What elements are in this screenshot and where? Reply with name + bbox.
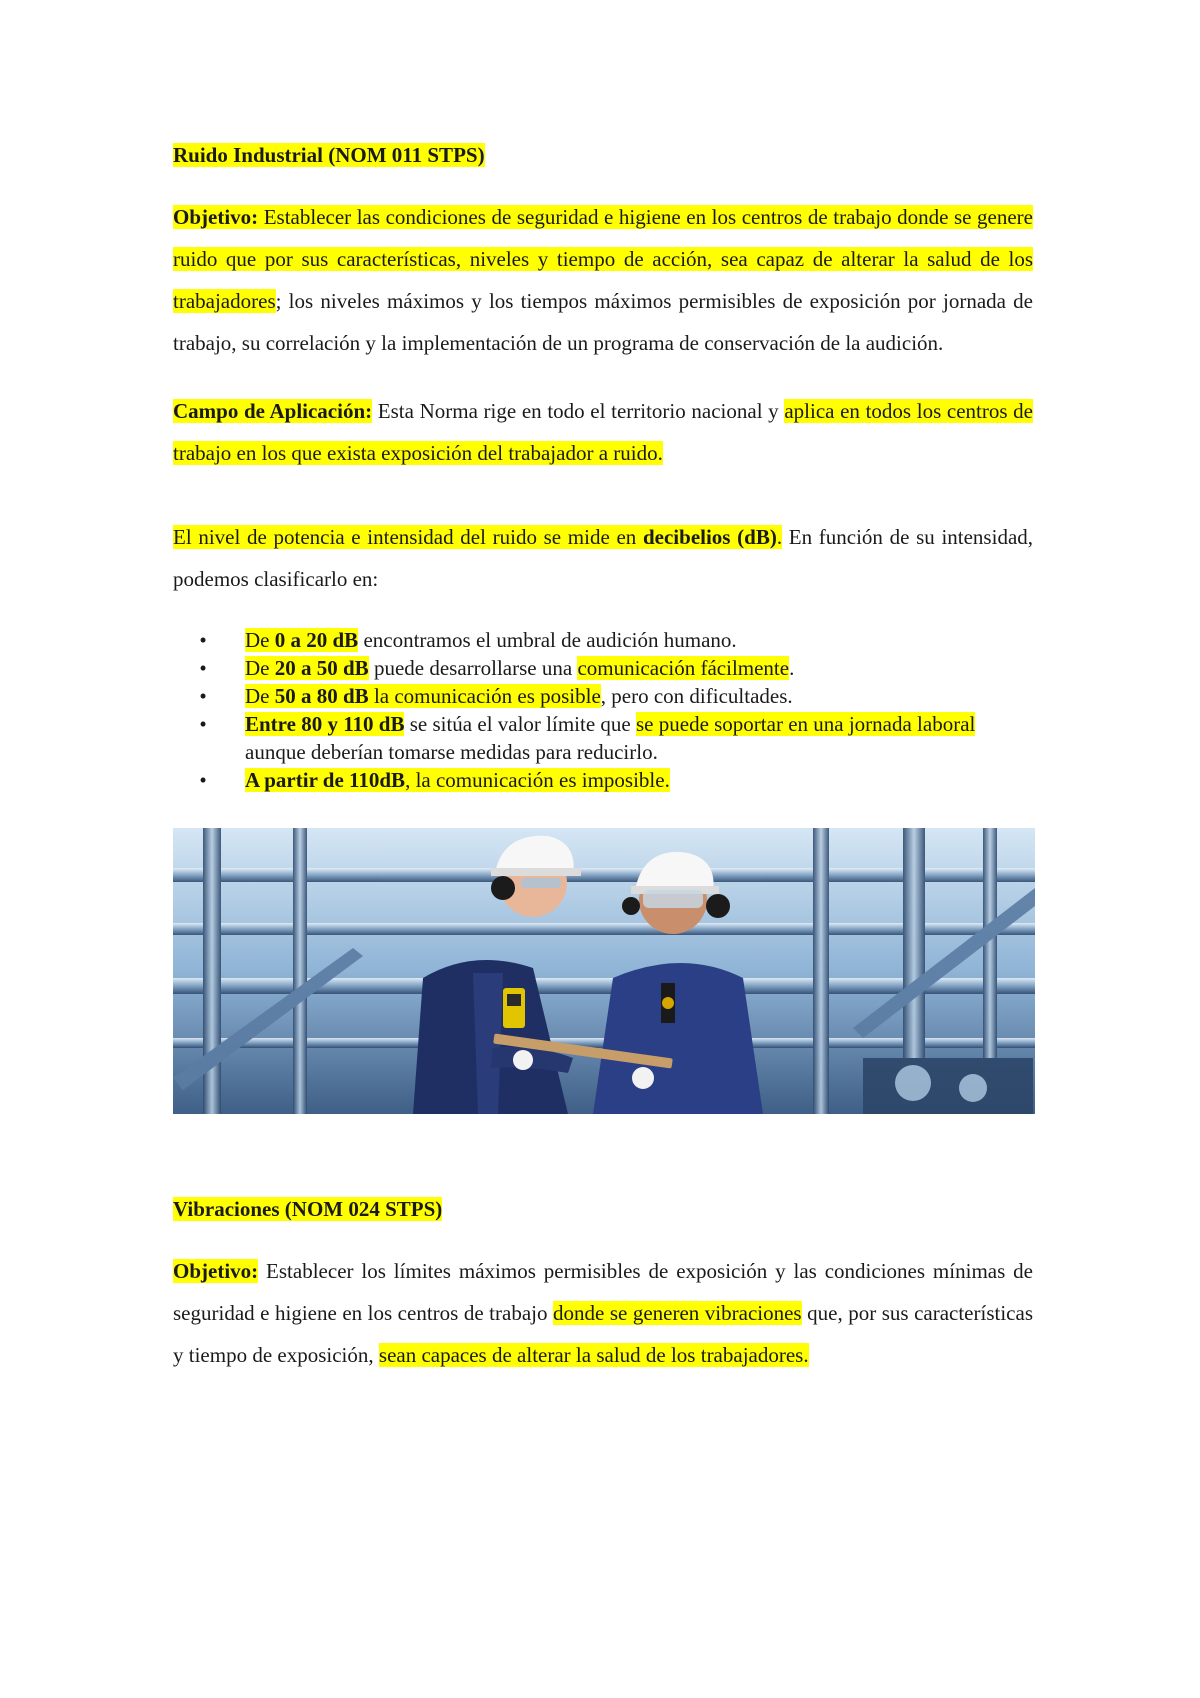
vib-objective-label: Objetivo: [173,1259,259,1283]
level-post: , pero con dificultades. [600,684,793,708]
vibrations-objective [173,1250,1033,1376]
vibrations-title [173,1194,1033,1224]
vib-objective-hl1: donde se generen vibraciones [552,1301,802,1325]
noise-title [173,140,1033,170]
level-highlight: se puede soportar en una jornada laboral [636,712,976,736]
measure-rest: En función de su intensidad, podemos clasificarlo en: [173,525,1034,591]
measure-start: El nivel de potencia e intensidad del ruido se mide en [173,525,643,549]
objective-highlight-text: Establecer las condiciones de seguridad e higiene en los centros de trabajo donde se genere ruido que por sus características, niveles y tiempo de acción, sea capaz de alterar la salud de los trabajadores [173,205,1033,313]
level-text: se sitúa el valor límite que [404,712,636,736]
photo-illustration [173,828,1035,1114]
level-highlight: comunicación fácilmente [577,656,790,680]
level-highlight: , la comunicación es imposible. [405,768,670,792]
level-pre: De [245,656,275,680]
objective-label: Objetivo: [173,205,259,229]
list-item [173,626,1033,654]
level-range: Entre 80 y 110 dB [245,712,405,736]
vib-objective-hl2: sean capaces de alterar la salud de los trabajadores. [378,1343,809,1367]
noise-scope [173,390,1033,474]
measure-highlight [173,525,782,549]
level-pre: De [245,628,275,652]
noise-levels-list [173,626,1033,794]
level-pre: De [245,684,275,708]
list-item [173,682,1033,710]
level-range: 20 a 50 dB [274,656,369,680]
level-range: 0 a 20 dB [274,628,359,652]
bullet-dot: • [199,684,207,708]
level-range: 50 a 80 dB [274,684,369,708]
list-item [173,710,1033,766]
level-post: aunque deberían tomarse medidas para reducirlo. [245,740,658,764]
measure-end: . [776,525,783,549]
list-item [173,766,1033,794]
bullet-dot: • [199,628,207,652]
level-text: puede desarrollarse una [368,656,578,680]
level-text: encontramos el umbral de audición humano. [358,628,737,652]
bullet-dot: • [199,768,207,792]
noise-objective [173,196,1033,364]
objective-rest: ; los niveles máximos y los tiempos máximos permisibles de exposición por jornada de trabajo, su correlación y la implementación de un programa de conservación de la audición. [173,289,1033,355]
vibrations-section [173,1194,1033,1376]
document-content [173,140,1033,1402]
noise-measure [173,516,1033,600]
list-item [173,654,1033,682]
scope-label: Campo de Aplicación: [173,399,373,423]
level-highlight: la comunicación es posible [373,684,601,708]
level-range: A partir de 110dB [245,768,406,792]
measure-unit: decibelios (dB) [642,525,777,549]
scope-plain: Esta Norma rige en todo el territorio nacional y [372,399,785,423]
vib-objective-plain1: Establecer los límites máximos permisibles de exposición y las condiciones mínimas de seguridad e higiene en los centros de trabajo [173,1259,1033,1325]
bullet-dot: • [199,712,207,736]
vib-objective-plain2: que, por sus características y tiempo de exposición, [173,1301,1033,1367]
level-post: . [789,656,795,680]
scope-highlight: aplica en todos los centros de trabajo en los que exista exposición del trabajador a ruido. [173,399,1033,465]
noise-title-text: Ruido Industrial (NOM 011 STPS) [173,143,485,167]
industrial-workers-photo [173,828,1035,1114]
bullet-dot: • [199,656,207,680]
vibrations-title-text: Vibraciones (NOM 024 STPS) [173,1197,443,1221]
